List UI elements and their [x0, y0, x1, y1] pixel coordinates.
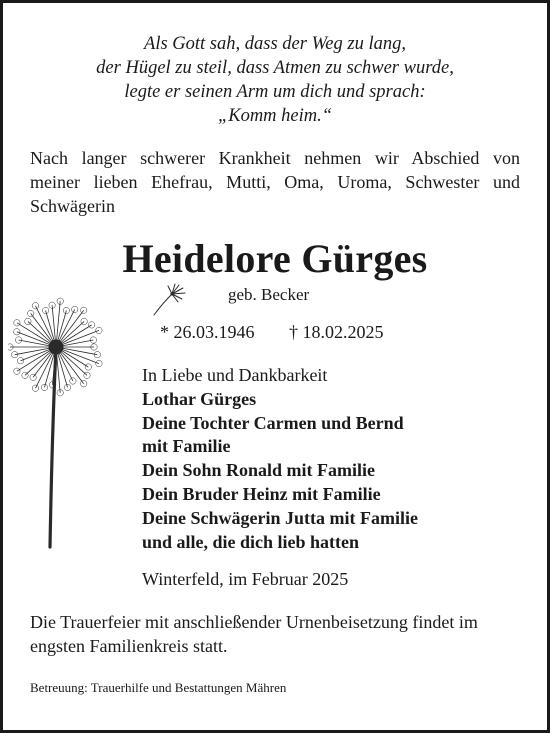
poem-line: der Hügel zu steil, dass Atmen zu schwer wurde,: [96, 58, 454, 78]
death-date: † 18.02.2025: [289, 322, 384, 342]
mourner-line: Dein Bruder Heinz mit Familie: [142, 483, 381, 504]
mourners-intro: In Liebe und Dankbarkeit: [142, 365, 328, 385]
poem-line: Als Gott sah, dass der Weg zu lang,: [144, 34, 406, 54]
poem: [0, 32, 550, 128]
mourner-line: Lothar Gürges: [142, 388, 257, 409]
place-date: Winterfeld, im Februar 2025: [142, 569, 349, 589]
deceased-name: Heidelore Gürges: [122, 236, 428, 281]
birth-date: * 26.03.1946: [160, 322, 255, 342]
funeral-line: Die Trauerfeier mit anschließender Urnenbeisetzung findet im: [30, 612, 478, 632]
mourner-line: Deine Schwägerin Jutta mit Familie: [142, 507, 418, 528]
mourner-line: und alle, die dich lieb hatten: [142, 531, 360, 552]
intro-line: meiner lieben Ehefrau, Mutti, Oma, Uroma, Schwester und: [30, 172, 520, 192]
funeral-notice: [30, 610, 520, 658]
mourners-block: [142, 364, 418, 554]
funeral-home-credit: Betreuung: Trauerhilfe und Bestattungen Mähren: [30, 680, 287, 695]
intro-line: Schwägerin: [30, 196, 115, 216]
dandelion-icon: [8, 265, 108, 555]
funeral-line: engsten Familienkreis statt.: [30, 636, 228, 656]
mourner-line: Dein Sohn Ronald mit Familie: [142, 460, 376, 481]
intro-line: Nach langer schwerer Krankheit nehmen wir Abschied von: [30, 148, 520, 168]
poem-line: legte er seinen Arm um dich und sprach:: [124, 82, 426, 102]
mourner-line: mit Familie: [142, 436, 231, 457]
intro-text: [30, 146, 520, 218]
dandelion-seed-icon: [148, 282, 188, 318]
mourner-line: Deine Tochter Carmen und Bernd: [142, 412, 404, 433]
poem-line: „Komm heim.“: [217, 106, 333, 126]
maiden-name: geb. Becker: [228, 285, 310, 304]
